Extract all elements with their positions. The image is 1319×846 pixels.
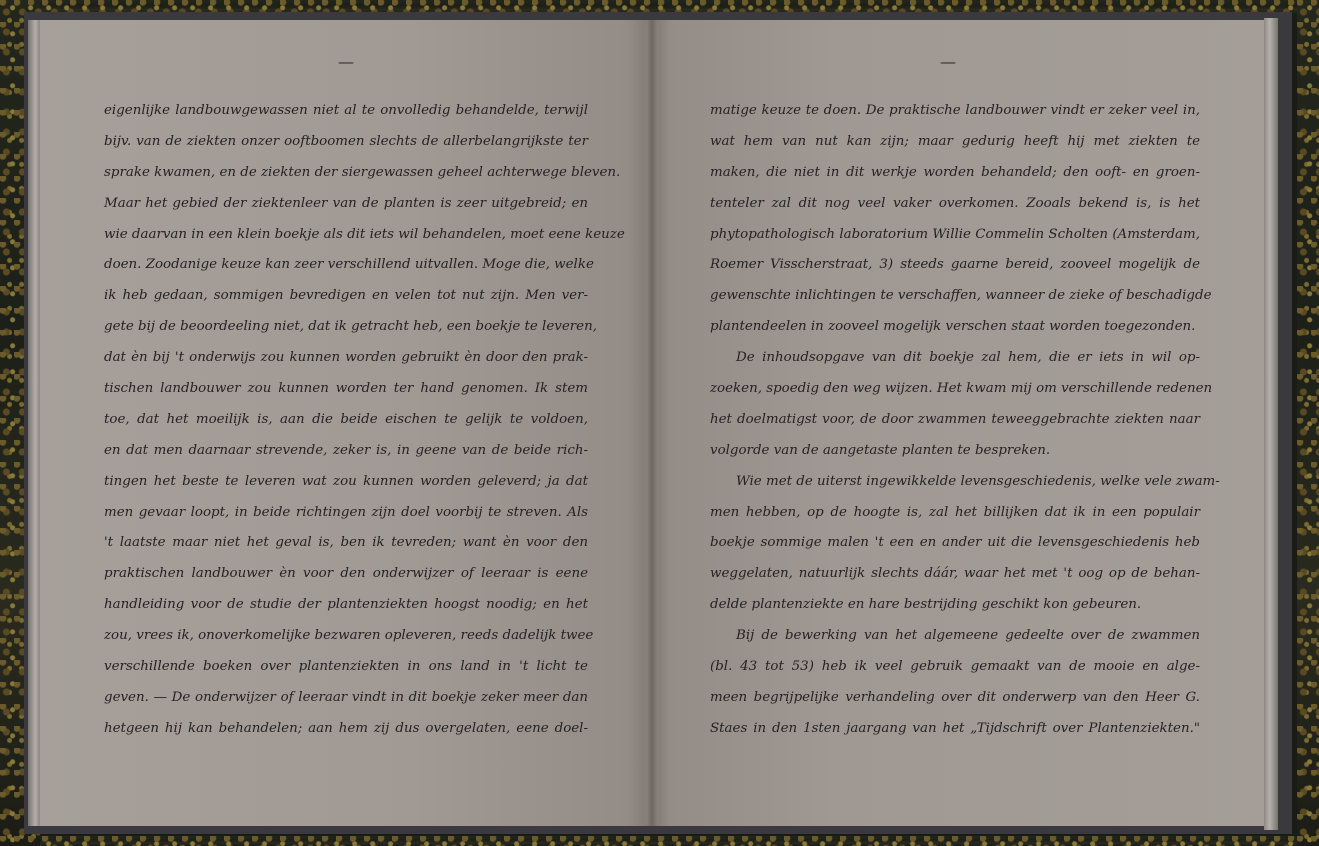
text-line: praktischen landbouwer èn voor den onderwijzer of leeraar is eene bbox=[104, 566, 588, 582]
right-page-marker: — bbox=[940, 52, 956, 71]
text-line: Roemer Visscherstraat, 3) steeds gaarne bereid, zooveel mogelijk de bbox=[710, 257, 1200, 273]
text-line: gete bij de beoordeeling niet, dat ik getracht heb, een boekje te leveren, bbox=[104, 319, 597, 335]
text-line: bijv. van de ziekten onzer ooftboomen slechts de allerbelangrijkste ter bbox=[104, 133, 588, 149]
text-line: handleiding voor de studie der plantenziekten hoogst noodig; en het bbox=[104, 597, 588, 613]
text-line: tischen landbouwer zou kunnen worden ter hand genomen. Ik stem bbox=[104, 381, 588, 397]
text-line: plantendeelen in zooveel mogelijk verschen staat worden toegezonden. bbox=[710, 319, 1196, 335]
text-line: eigenlijke landbouwgewassen niet al te onvolledig behandelde, terwijl bbox=[104, 103, 588, 118]
text-line: doen. Zoodanige keuze kan zeer verschillend uitvallen. Moge die, welke bbox=[104, 257, 594, 273]
text-line: tingen het beste te leveren wat zou kunnen worden geleverd; ja dat bbox=[104, 473, 588, 489]
text-line: wie daarvan in een klein boekje als dit iets wil behandelen, moet eene keuze bbox=[104, 226, 625, 242]
text-line: maken, die niet in dit werkje worden behandeld; den ooft- en groen- bbox=[710, 164, 1200, 180]
text-line: verschillende boeken over plantenziekten in ons land in 't licht te bbox=[104, 659, 588, 675]
text-line: meen begrijpelijke verhandeling over dit onderwerp van den Heer G. bbox=[710, 689, 1200, 705]
text-line: Bij de bewerking van het algemeene gedeelte over de zwammen bbox=[736, 628, 1200, 644]
text-line: Maar het gebied der ziektenleer van de planten is zeer uitgebreid; en bbox=[104, 195, 588, 211]
text-line: wat hem van nut kan zijn; maar gedurig heeft hij met ziekten te bbox=[710, 133, 1200, 149]
text-line: zou, vrees ik, onoverkomelijke bezwaren opleveren, reeds dadelijk twee bbox=[104, 628, 594, 644]
left-page-marker: — bbox=[338, 52, 354, 71]
text-line: volgorde van de aangetaste planten te bespreken. bbox=[710, 442, 1051, 458]
text-line: De inhoudsopgave van dit boekje zal hem, die er iets in wil op- bbox=[736, 350, 1200, 366]
text-line: tenteler zal dit nog veel vaker overkomen. Zooals bekend is, is het bbox=[710, 195, 1200, 211]
text-line: ik heb gedaan, sommigen bevredigen en velen tot nut zijn. Men ver- bbox=[104, 288, 588, 304]
text-line: delde plantenziekte en hare bestrijding geschikt kon gebeuren. bbox=[710, 597, 1142, 613]
text-line: men gevaar loopt, in beide richtingen zijn doel voorbij te streven. Als bbox=[104, 504, 588, 520]
text-line: hetgeen hij kan behandelen; aan hem zij dus overgelaten, eene doel- bbox=[104, 720, 588, 736]
text-line: dat èn bij 't onderwijs zou kunnen worden gebruikt èn door den prak- bbox=[104, 350, 588, 366]
page-edges-left bbox=[28, 20, 40, 826]
text-line: weggelaten, natuurlijk slechts dáár, waar het met 't oog op de behan- bbox=[710, 566, 1200, 582]
text-line: (bl. 43 tot 53) heb ik veel gebruik gemaakt van de mooie en alge- bbox=[710, 659, 1200, 675]
text-line: 't laatste maar niet het geval is, ben ik tevreden; want èn voor den bbox=[104, 535, 588, 551]
right-page-text bbox=[710, 96, 1220, 745]
book-gutter bbox=[646, 20, 658, 826]
text-line: gewenschte inlichtingen te verschaffen, wanneer de zieke of beschadigde bbox=[710, 288, 1212, 304]
text-line: zoeken, spoedig den weg wijzen. Het kwam mij om verschillende redenen bbox=[710, 381, 1213, 397]
left-page-text bbox=[104, 96, 625, 745]
page-edges-right bbox=[1264, 18, 1278, 830]
text-line: boekje sommige malen 't een en ander uit die levensgeschiedenis heb bbox=[710, 535, 1200, 551]
text-line: phytopathologisch laboratorium Willie Commelin Scholten (Amsterdam, bbox=[710, 226, 1200, 242]
binding-marble-right bbox=[1297, 0, 1319, 846]
text-line: Wie met de uiterst ingewikkelde levensgeschiedenis, welke vele zwam- bbox=[736, 473, 1220, 489]
text-line: het doelmatigst voor, de door zwammen teweeggebrachte ziekten naar bbox=[710, 411, 1200, 427]
text-line: en dat men daarnaar strevende, zeker is, in geene van de beide rich- bbox=[104, 442, 588, 458]
text-line: geven. — De onderwijzer of leeraar vindt in dit boekje zeker meer dan bbox=[104, 689, 588, 705]
text-line: men hebben, op de hoogte is, zal het billijken dat ik in een populair bbox=[710, 504, 1200, 520]
binding-marble-bottom bbox=[0, 836, 1319, 846]
text-line: sprake kwamen, en de ziekten der siergewassen geheel achterwege bleven. bbox=[104, 164, 621, 180]
text-line: toe, dat het moeilijk is, aan die beide eischen te gelijk te voldoen, bbox=[104, 411, 588, 427]
text-line: matige keuze te doen. De praktische landbouwer vindt er zeker veel in, bbox=[710, 103, 1200, 118]
text-line: Staes in den 1sten jaargang van het „Tijdschrift over Plantenziekten." bbox=[710, 720, 1200, 736]
